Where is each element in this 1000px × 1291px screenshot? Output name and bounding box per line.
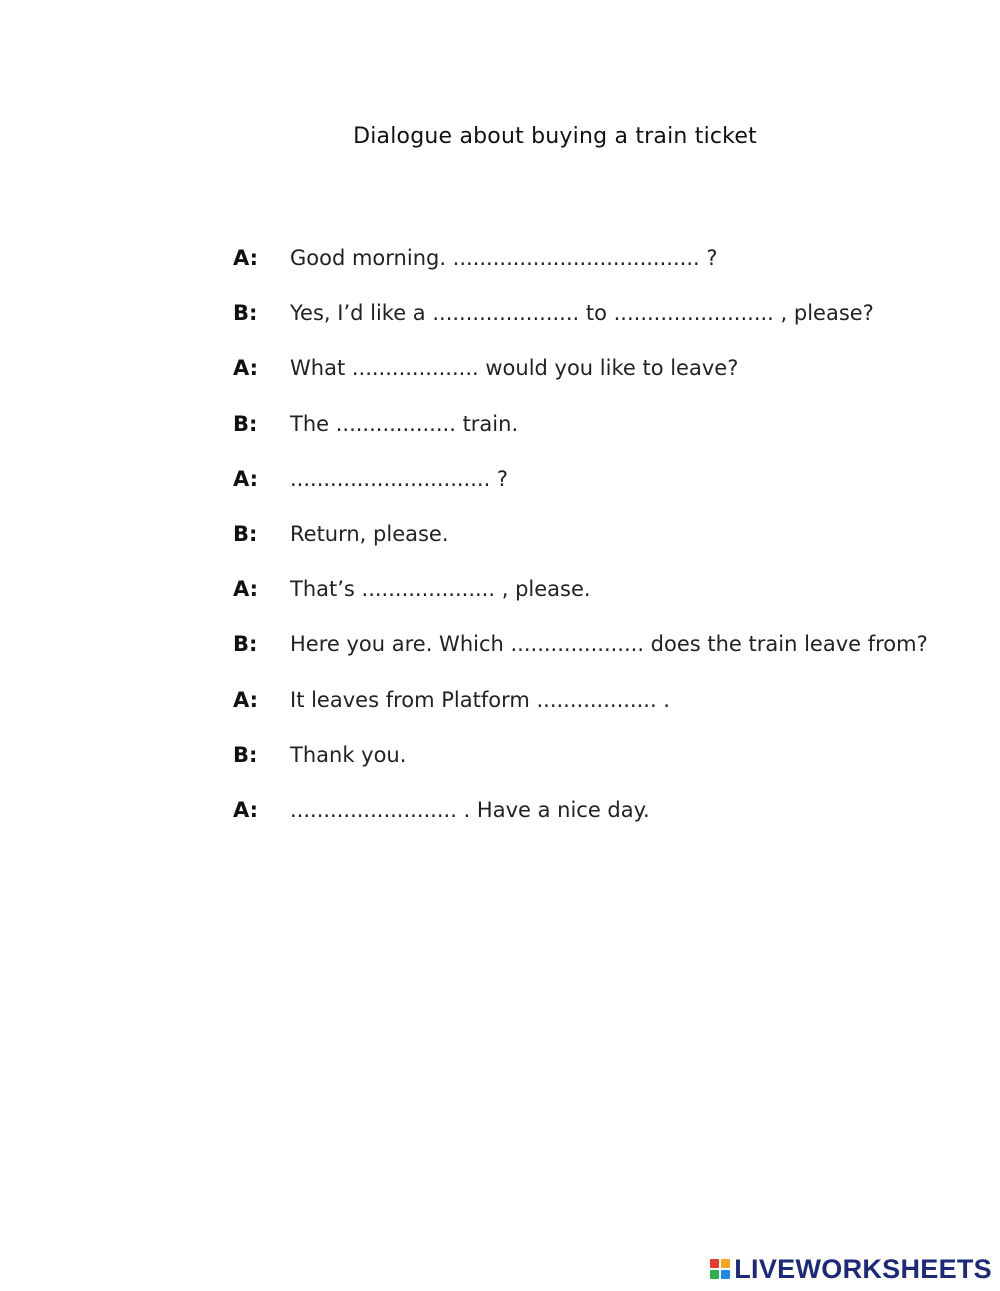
dialogue-text: Here you are. Which .................... does the train leave from? bbox=[290, 632, 928, 657]
speaker-label: B: bbox=[233, 742, 258, 767]
dialogue-text: It leaves from Platform .................. . bbox=[290, 687, 670, 712]
speaker-label: A: bbox=[233, 687, 259, 712]
speaker-label: B: bbox=[233, 411, 258, 436]
speaker-label: A: bbox=[233, 246, 259, 270]
speaker-label: B: bbox=[233, 521, 258, 546]
dialogue-text: What ................... would you like to leave? bbox=[290, 356, 739, 381]
dialogue-line bbox=[233, 412, 933, 467]
dialogue-text: That’s .................... , please. bbox=[290, 577, 591, 602]
dialogue-text: Return, please. bbox=[290, 521, 449, 546]
dialogue-line bbox=[233, 467, 933, 522]
logo-square-icon bbox=[721, 1270, 730, 1279]
dialogue-line bbox=[233, 301, 933, 356]
dialogue-line bbox=[233, 798, 933, 853]
dialogue-line bbox=[233, 246, 933, 301]
speaker-label: A: bbox=[233, 466, 259, 491]
logo-square-icon bbox=[710, 1270, 719, 1279]
liveworksheets-logo[interactable] bbox=[710, 1253, 992, 1285]
dialogue-line bbox=[233, 743, 933, 798]
dialogue-line bbox=[233, 577, 933, 632]
dialogue-line bbox=[233, 632, 933, 687]
logo-text: LIVEWORKSHEETS bbox=[734, 1253, 992, 1284]
logo-square-icon bbox=[721, 1259, 730, 1268]
dialogue-text: .............................. ? bbox=[290, 466, 509, 491]
speaker-label: B: bbox=[233, 632, 258, 657]
dialogue-text: The .................. train. bbox=[290, 411, 519, 436]
liveworksheets-mark-icon bbox=[710, 1259, 730, 1279]
dialogue-line bbox=[233, 522, 933, 577]
dialogue-text: Good morning. ..................................... ? bbox=[290, 246, 718, 270]
dialogue-line bbox=[233, 356, 933, 411]
logo-square-icon bbox=[710, 1259, 719, 1268]
speaker-label: A: bbox=[233, 797, 259, 822]
dialogue-text: ......................... . Have a nice day. bbox=[290, 797, 650, 822]
speaker-label: A: bbox=[233, 356, 259, 381]
dialogue-list bbox=[233, 246, 933, 853]
speaker-label: A: bbox=[233, 577, 259, 602]
worksheet-title: Dialogue about buying a train ticket bbox=[353, 124, 757, 149]
speaker-label: B: bbox=[233, 301, 258, 326]
dialogue-text: Thank you. bbox=[290, 742, 407, 767]
dialogue-text: Yes, I’d like a ...................... to ........................ , please? bbox=[290, 301, 874, 326]
dialogue-line bbox=[233, 688, 933, 743]
